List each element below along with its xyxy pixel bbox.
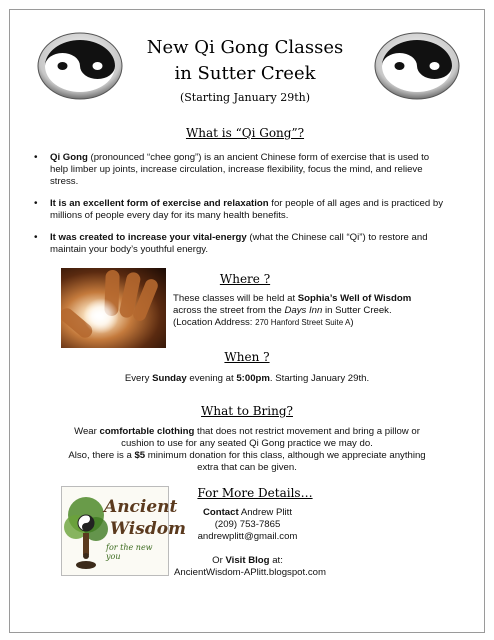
bring-text: Wear comfortable clothing that does not restrict movement and bring a pillow or cushion to use for any seated Qi Gong practice we may do. Also, there is a $5 minimum donation for this class, although we appreciate anything extra that can be given.: [68, 426, 426, 473]
list-item: [34, 232, 445, 256]
ancient-wisdom-logo: [61, 486, 187, 576]
section-heading-what-is: What is “Qi Gong”?: [185, 126, 305, 140]
section-heading-bring: What to Bring?: [201, 404, 293, 418]
logo-tagline: for the new you: [106, 543, 153, 561]
logo-word-ancient: Ancient: [104, 497, 178, 517]
glowing-hand-image: [61, 268, 166, 348]
bullet-bold-text: Qi Gong: [50, 152, 88, 163]
when-text: Every Sunday evening at 5:00pm. Starting January 29th.: [124, 373, 370, 384]
where-text: These classes will be held at Sophia’s Well of Wisdom across the street from the Days Inn in Sutter Creek. (Location Address: 270 Hanford Street Suite A): [173, 293, 412, 328]
section-heading-details: For More Details…: [197, 486, 313, 500]
yin-yang-icon: [374, 31, 460, 101]
list-item: [34, 198, 445, 222]
contact-details: Contact Andrew Plitt (209) 753-7865 andrewplitt@gmail.com Or Visit Blog at:: [165, 507, 330, 567]
page-title: New Qi Gong Classes: [146, 37, 344, 58]
bullet-icon: •: [34, 152, 38, 163]
blog-url: AncientWisdom-APlitt.blogspot.com: [174, 567, 326, 578]
section-heading-where: Where ?: [219, 272, 271, 286]
email-address: andrewplitt@gmail.com: [197, 531, 298, 542]
section-heading-when: When ?: [224, 350, 270, 364]
logo-word-wisdom: Wisdom: [110, 519, 187, 539]
page-title-line2: in Sutter Creek: [174, 63, 316, 84]
bullet-icon: •: [34, 232, 38, 243]
bullet-bold-text: It was created to increase your vital-energy: [50, 232, 247, 243]
phone-number: (209) 753-7865: [214, 519, 281, 530]
bullet-bold-text: It is an excellent form of exercise and relaxation: [50, 198, 269, 209]
bullet-text: (what the Chinese call “Qi”) to restore and maintain your body’s youthful energy.: [50, 232, 428, 255]
address: 270 Hanford Street Suite A: [255, 318, 351, 327]
bullet-icon: •: [34, 198, 38, 209]
venue-name: Sophia’s Well of Wisdom: [297, 293, 412, 304]
page-subtitle: (Starting January 29th): [179, 91, 311, 104]
what-is-list: [34, 152, 445, 266]
list-item: [34, 152, 445, 188]
bullet-text: for people of all ages and is practiced by millions of people every day for its many health benefits.: [50, 198, 444, 221]
contact-name: Andrew Plitt: [238, 507, 293, 518]
bullet-text: (pronounced “chee gong”) is an ancient Chinese form of exercise that is used to help limber up joints, increase circulation, increase flexibility, focus the mind, and relieve stress.: [50, 152, 430, 187]
